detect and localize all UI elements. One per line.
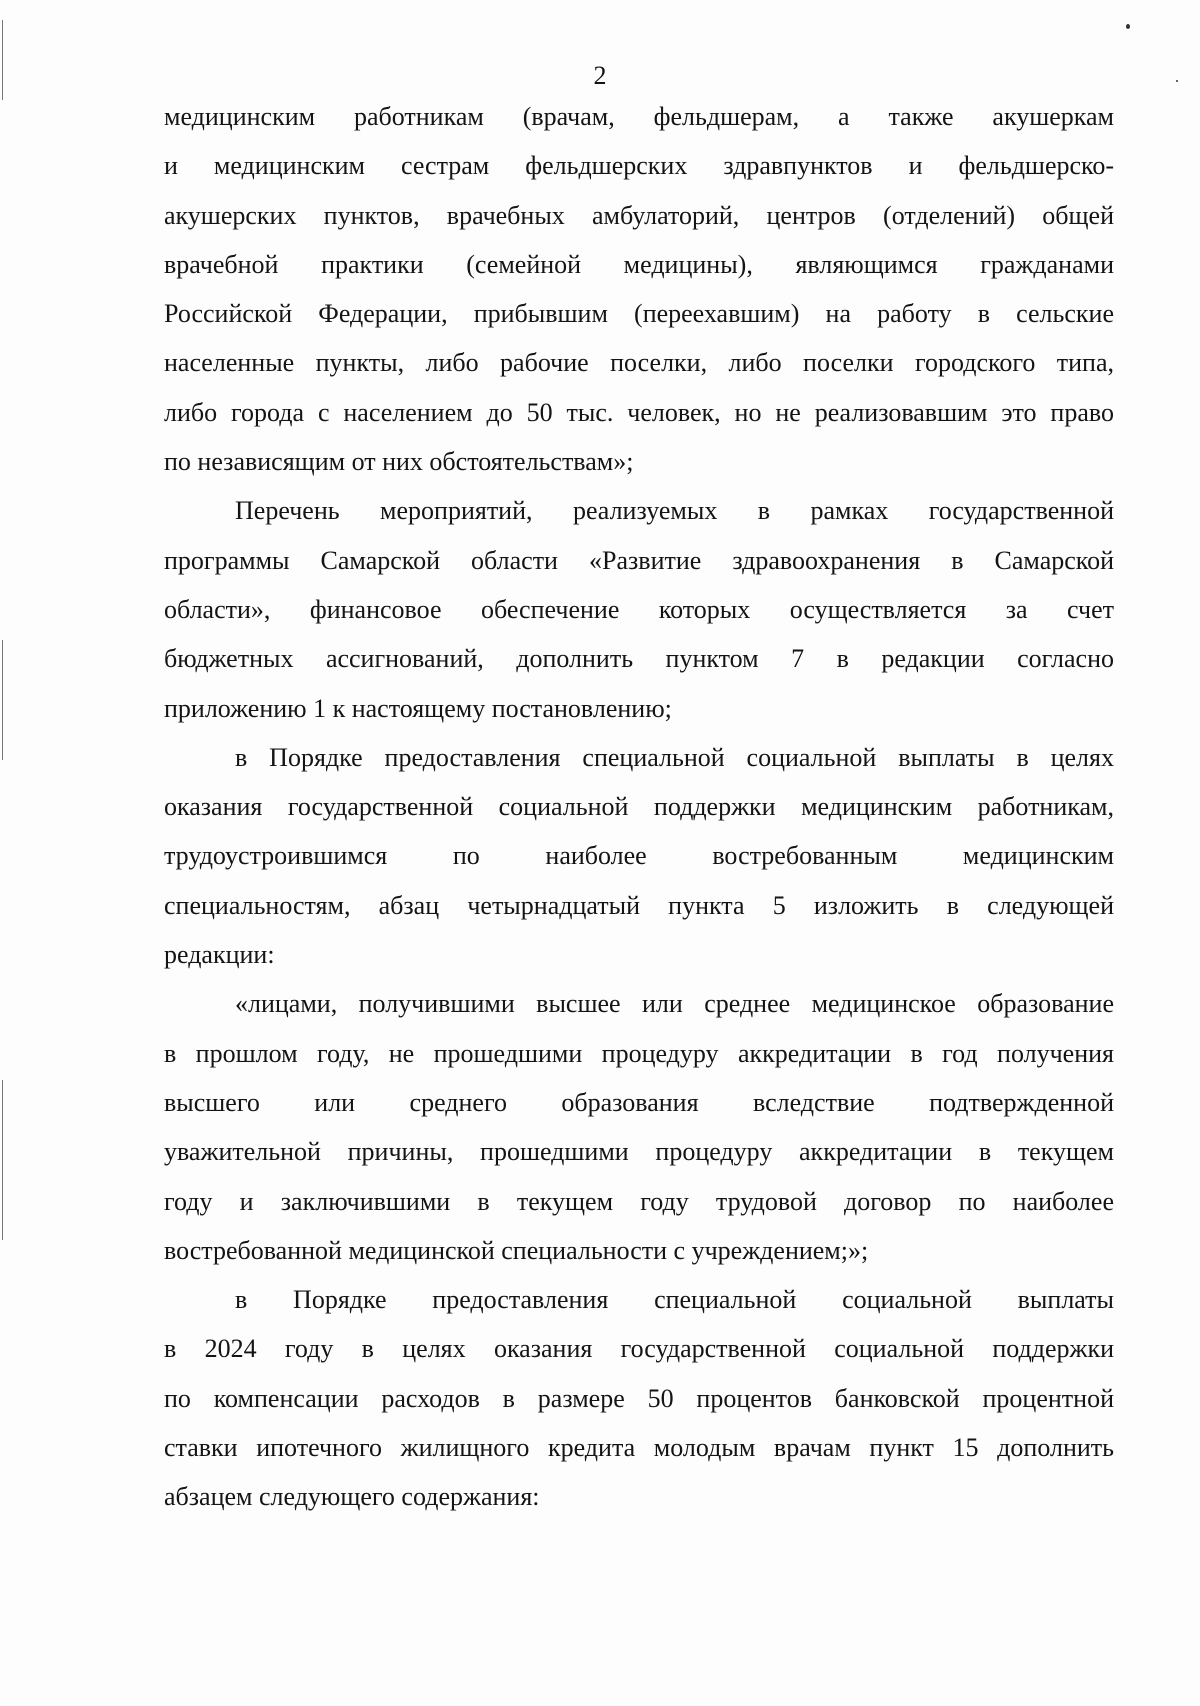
document-body [164,92,1114,1522]
text-line: востребованной медицинской специальности с учреждением;»; [164,1235,869,1265]
text-line: по компенсации расходов в размере 50 процентов банковской процентной [164,1383,1114,1413]
text-line: по независящим от них обстоятельствам»; [164,447,634,477]
page-number: 2 [593,61,607,90]
text-line: Российской Федерации, прибывшим (переехавшим) на работу в сельские [164,299,1114,329]
text-line: Перечень мероприятий, реализуемых в рамках государственной [235,496,1114,526]
text-line: ставки ипотечного жилищного кредита молодым врачам пункт 15 дополнить [164,1433,1114,1463]
text-line: высшего или среднего образования вследствие подтвержденной [164,1087,1114,1117]
text-line: медицинским работникам (врачам, фельдшерам, а также акушеркам [164,102,1114,131]
text-line: оказания государственной социальной поддержки медицинским работникам, [164,792,1114,822]
text-line: году и заключившими в текущем году трудовой договор по наиболее [164,1186,1114,1216]
scan-edge-mark [2,1080,3,1240]
text-line: бюджетных ассигнований, дополнить пунктом 7 в редакции согласно [164,644,1114,674]
scan-speck [1126,24,1130,29]
text-line: в прошлом году, не прошедшими процедуру аккредитации в год получения [164,1038,1114,1068]
text-line: и медицинским сестрам фельдшерских здравпунктов и фельдшерско- [164,151,1114,181]
text-line: уважительной причины, прошедшими процедуру аккредитации в текущем [164,1137,1114,1167]
text-line: редакции: [164,940,275,970]
text-line: приложению 1 к настоящему постановлению; [164,693,672,723]
text-line: «лицами, получившими высшее или среднее медицинское образование [235,989,1114,1019]
text-line: области», финансовое обеспечение которых осуществляется за счет [164,594,1114,624]
text-line: в Порядке предоставления специальной социальной выплаты в целях [235,742,1114,772]
text-line: либо города с населением до 50 тыс. человек, но не реализовавшим это право [164,397,1114,427]
text-line: населенные пункты, либо рабочие поселки, либо поселки городского типа, [164,348,1114,378]
text-line: абзацем следующего содержания: [164,1482,540,1512]
text-line: трудоустроившимся по наиболее востребованным медицинским [164,841,1114,871]
text-line: врачебной практики (семейной медицины), являющимся гражданами [164,249,1114,279]
scan-edge-mark [2,640,3,760]
text-line: в Порядке предоставления специальной социальной выплаты [235,1285,1114,1315]
text-line: программы Самарской области «Развитие здравоохранения в Самарской [164,545,1114,575]
text-line: специальностям, абзац четырнадцатый пункта 5 изложить в следующей [164,890,1114,920]
text-line: в 2024 году в целях оказания государственной социальной поддержки [164,1334,1114,1364]
text-line: акушерских пунктов, врачебных амбулаторий, центров (отделений) общей [164,200,1114,230]
